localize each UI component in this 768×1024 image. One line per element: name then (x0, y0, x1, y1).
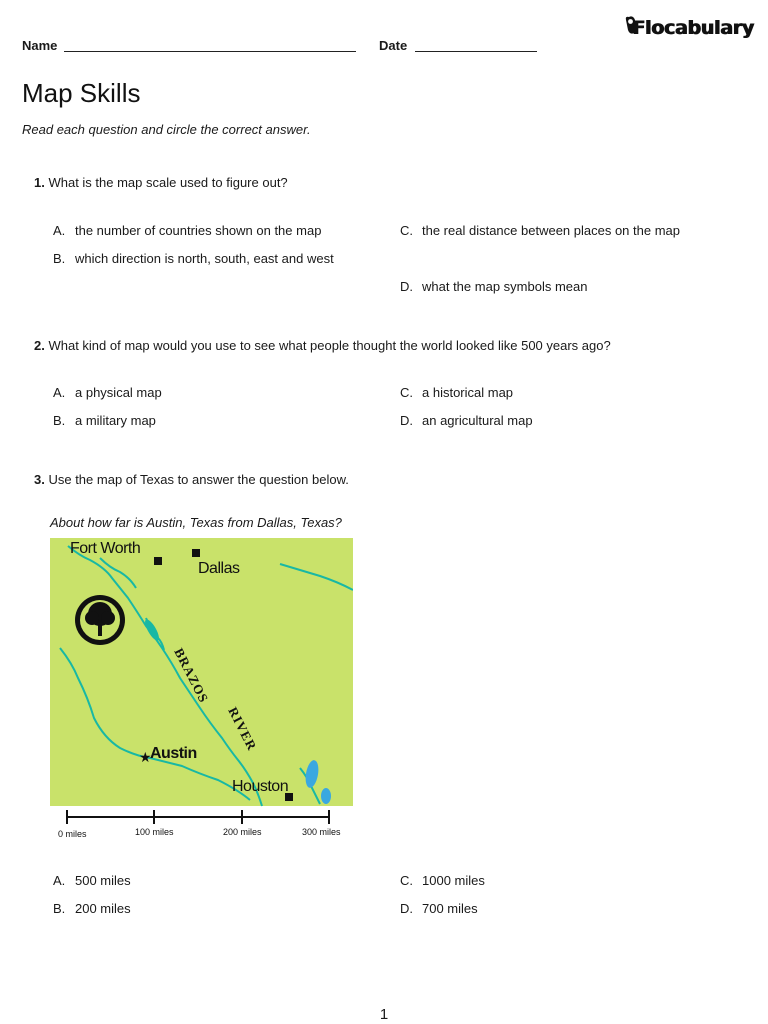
austin-label: Austin (150, 745, 197, 762)
option-2d[interactable] (400, 407, 720, 435)
option-text: a historical map (422, 385, 514, 400)
option-1d[interactable] (400, 273, 720, 301)
option-text: an agricultural map (422, 413, 533, 428)
option-text: which direction is north, south, east and west (75, 251, 334, 266)
question-1 (34, 175, 288, 190)
option-text: 500 miles (75, 873, 131, 888)
instructions: Read each question and circle the correct answer. (22, 122, 311, 137)
option-text: 200 miles (75, 901, 131, 916)
option-letter: D. (400, 901, 413, 916)
houston-label: Houston (232, 778, 289, 795)
option-letter: C. (400, 385, 413, 400)
option-letter: D. (400, 279, 413, 294)
page-number: 1 (379, 1006, 389, 1023)
question-number: 2. (34, 338, 45, 353)
option-2b[interactable] (53, 407, 373, 435)
fort-worth-marker (154, 557, 162, 565)
option-text: 700 miles (422, 901, 478, 916)
name-field-line[interactable] (64, 51, 356, 52)
name-label: Name (22, 38, 58, 53)
option-text: what the map symbols mean (422, 279, 588, 294)
option-text: the number of countries shown on the map (75, 223, 322, 238)
question-text: What is the map scale used to figure out? (48, 175, 288, 190)
texas-map-image (50, 538, 353, 850)
dallas-label: Dallas (198, 560, 240, 577)
question-3 (34, 472, 349, 487)
river-label-2: RIVER (225, 704, 260, 754)
question-text: What kind of map would you use to see what people thought the world looked like 500 years ago? (48, 338, 611, 353)
option-3d[interactable] (400, 895, 720, 923)
flocabulary-logo (624, 14, 752, 48)
page-title: Map Skills (22, 78, 141, 108)
scale-tick-label: 300 miles (302, 827, 341, 837)
dallas-marker (192, 549, 200, 557)
option-3c[interactable] (400, 867, 720, 895)
option-letter: B. (53, 413, 66, 428)
date-label: Date (379, 38, 408, 53)
option-letter: A. (53, 873, 66, 888)
option-letter: C. (400, 873, 413, 888)
scale-tick-label: 0 miles (58, 829, 87, 839)
option-letter: A. (53, 385, 66, 400)
map-land (50, 538, 353, 806)
option-letter: C. (400, 223, 413, 238)
option-1a[interactable] (53, 217, 373, 245)
question-2 (34, 338, 611, 353)
texas-map (50, 538, 353, 850)
austin-star-icon: ★ (139, 749, 152, 765)
sub-question: About how far is Austin, Texas from Dallas, Texas? (50, 515, 342, 530)
option-2c[interactable] (400, 379, 720, 407)
question-number: 1. (34, 175, 45, 190)
option-text: 1000 miles (422, 873, 485, 888)
question-number: 3. (34, 472, 45, 487)
option-1c[interactable] (400, 217, 720, 273)
river-label-1: BRAZOS (171, 645, 212, 706)
logo-text: Flocabulary (632, 17, 754, 39)
option-3b[interactable] (53, 895, 373, 923)
option-3a[interactable] (53, 867, 373, 895)
option-1b[interactable] (53, 245, 373, 301)
option-text: a physical map (75, 385, 162, 400)
fort-worth-label: Fort Worth (70, 540, 141, 557)
option-2a[interactable] (53, 379, 373, 407)
scale-tick-label: 200 miles (223, 827, 262, 837)
option-text: a military map (75, 413, 156, 428)
question-text: Use the map of Texas to answer the question below. (48, 472, 349, 487)
option-letter: A. (53, 223, 66, 238)
option-letter: D. (400, 413, 413, 428)
option-letter: B. (53, 251, 66, 266)
tree-symbol-icon (75, 595, 125, 645)
scale-tick-label: 100 miles (135, 827, 174, 837)
option-text: the real distance between places on the map (422, 223, 681, 238)
date-field-line[interactable] (415, 51, 537, 52)
option-letter: B. (53, 901, 66, 916)
